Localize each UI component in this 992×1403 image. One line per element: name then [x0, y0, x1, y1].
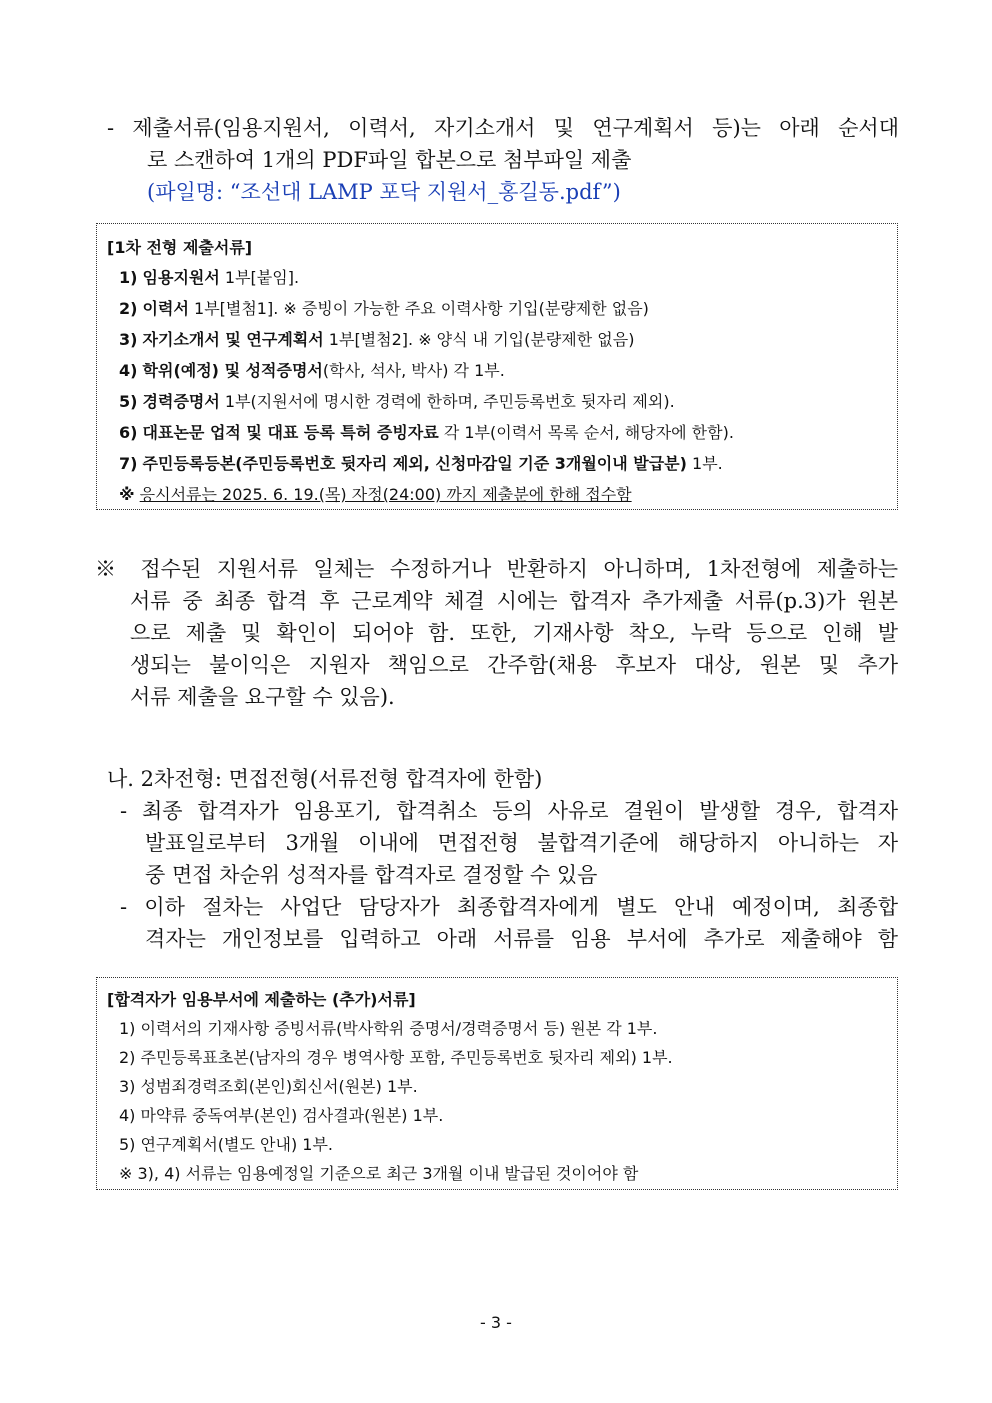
notice-line: 생되는 불이익은 지원자 책임으로 간주함(채용 후보자 대상, 원본 및 추가: [130, 653, 898, 677]
notice-paragraph: [95, 553, 898, 713]
document-item: 2) 이력서 1부[별첨1]. ※ 증빙이 가능한 주요 이력사항 기입(분량제한 없음): [119, 299, 649, 318]
document-item: 4) 학위(예정) 및 성적증명서(학사, 석사, 박사) 각 1부.: [119, 361, 505, 380]
box-heading: [1차 전형 제출서류]: [107, 238, 253, 257]
document-note: ※ 3), 4) 서류는 임용예정일 기준으로 최근 3개월 이내 발급된 것이어야 함: [119, 1164, 639, 1183]
bullet-line: 중 면접 차순위 성적자를 합격자로 결정할 수 있음: [145, 863, 598, 887]
box-heading: [합격자가 임용부서에 제출하는 (추가)서류]: [107, 990, 416, 1009]
document-item: 2) 주민등록표초본(남자의 경우 병역사항 포함, 주민등록번호 뒷자리 제외) 1부.: [119, 1048, 673, 1067]
bullet-line: - 이하 절차는 사업단 담당자가 최종합격자에게 별도 안내 예정이며, 최종합: [120, 895, 898, 919]
submission-line-1: - 제출서류(임용지원서, 이력서, 자기소개서 및 연구계획서 등)는 아래 순서대: [107, 116, 899, 140]
submission-instructions: [107, 112, 899, 208]
bullet-line: 격자는 개인정보를 입력하고 아래 서류를 임용 부서에 추가로 제출해야 함: [145, 927, 898, 951]
notice-line: 서류 제출을 요구할 수 있음).: [130, 685, 395, 709]
page-number: - 3 -: [480, 1313, 512, 1332]
notice-line: 으로 제출 및 확인이 되어야 함. 또한, 기재사항 착오, 누락 등으로 인해 발: [130, 621, 898, 645]
document-item: 3) 성범죄경력조회(본인)회신서(원본) 1부.: [119, 1077, 418, 1096]
submission-line-2: 로 스캔하여 1개의 PDF파일 합본으로 첨부파일 제출: [147, 148, 632, 172]
document-item: 5) 연구계획서(별도 안내) 1부.: [119, 1135, 333, 1154]
document-item: 5) 경력증명서 1부(지원서에 명시한 경력에 한하며, 주민등록번호 뒷자리 제외).: [119, 392, 675, 411]
document-item: 4) 마약류 중독여부(본인) 검사결과(원본) 1부.: [119, 1106, 444, 1125]
bullet-line: 발표일로부터 3개월 이내에 면접전형 불합격기준에 해당하지 아니하는 자: [145, 831, 898, 855]
deadline-note: ※ 응시서류는 2025. 6. 19.(목) 자정(24:00) 까지 제출분에 한해 접수함: [119, 485, 632, 504]
filename-example: (파일명: “조선대 LAMP 포닥 지원서_홍길동.pdf”): [147, 180, 621, 204]
second-round-section: [107, 763, 898, 955]
additional-documents-box: [96, 977, 898, 1190]
notice-line: ※ 접수된 지원서류 일체는 수정하거나 반환하지 아니하며, 1차전형에 제출하는: [95, 557, 898, 581]
document-item: 1) 임용지원서 1부[붙임].: [119, 268, 300, 287]
notice-line: 서류 중 최종 합격 후 근로계약 체결 시에는 합격자 추가제출 서류(p.3)가 원본: [130, 589, 898, 613]
document-item: 1) 이력서의 기재사항 증빙서류(박사학위 증명서/경력증명서 등) 원본 각 1부.: [119, 1019, 658, 1038]
bullet-line: - 최종 합격자가 임용포기, 합격취소 등의 사유로 결원이 발생할 경우, 합격자: [120, 799, 898, 823]
document-item: 3) 자기소개서 및 연구계획서 1부[별첨2]. ※ 양식 내 기입(분량제한 없음): [119, 330, 635, 349]
section-heading: 나. 2차전형: 면접전형(서류전형 합격자에 한함): [107, 767, 543, 791]
first-round-documents-box: [96, 223, 898, 510]
document-item: 7) 주민등록등본(주민등록번호 뒷자리 제외, 신청마감일 기준 3개월이내 발급분) 1부.: [119, 454, 723, 473]
document-item: 6) 대표논문 업적 및 대표 등록 특허 증빙자료 각 1부(이력서 목록 순서, 해당자에 한함).: [119, 423, 734, 442]
